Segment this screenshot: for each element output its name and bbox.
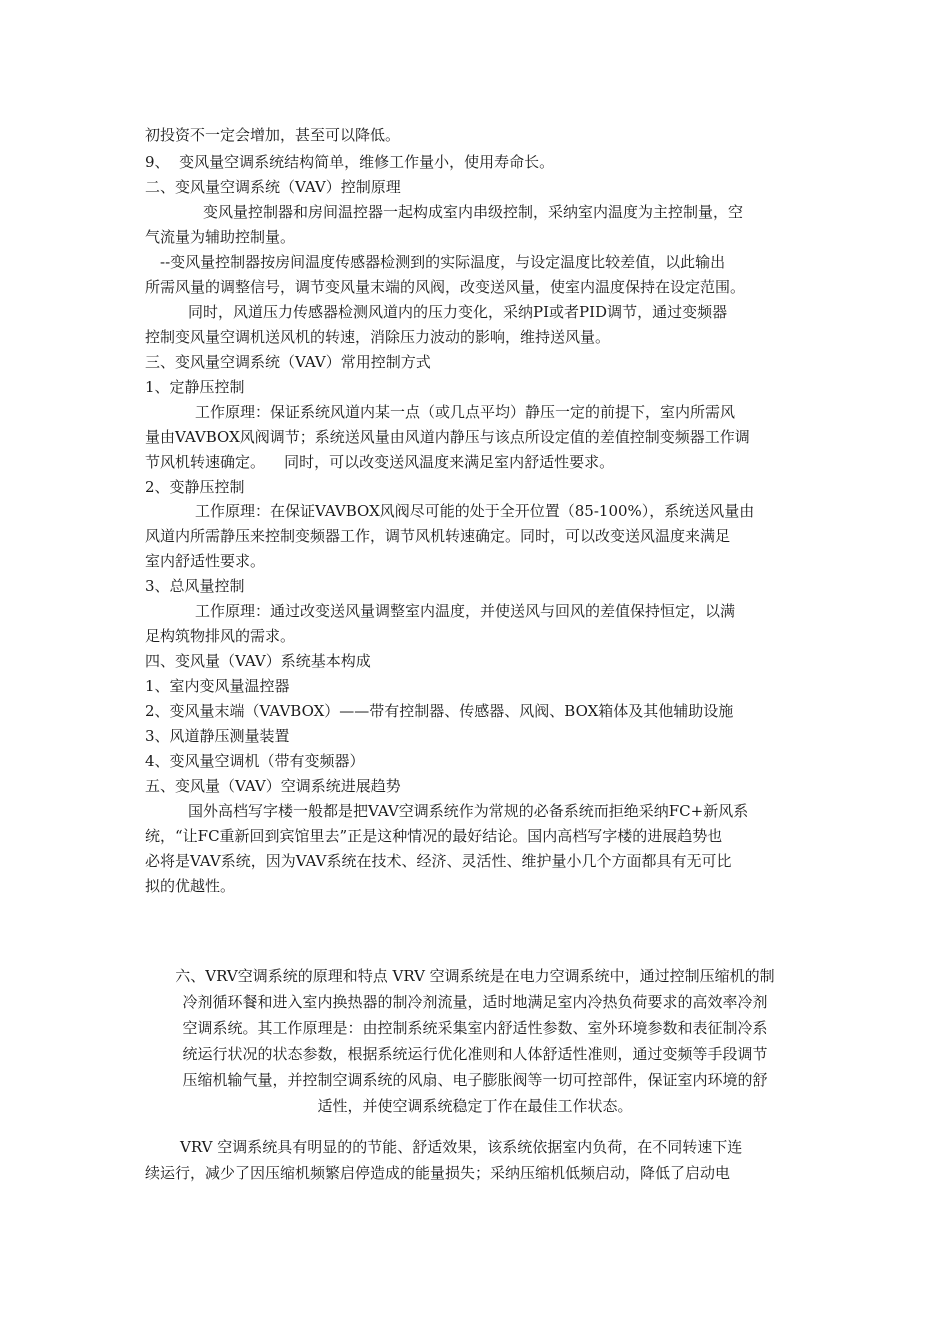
section-heading: 二、变风量空调系统（VAV）控制原理: [145, 178, 401, 196]
paragraph-line: 统，“让FC重新回到宾馆里去”正是这种情况的最好结论。国内高档写字楼的进展趋势也: [145, 827, 723, 845]
list-item: 4、变风量空调机（带有变频器）: [145, 752, 365, 770]
paragraph-line: 同时，风道压力传感器检测风道内的压力变化，采纳PI或者PID调节，通过变频器: [188, 303, 728, 321]
paragraph-line: 工作原理：在保证VAVBOX风阀尽可能的处于全开位置（85-100%），系统送风量由: [195, 502, 755, 520]
paragraph-line: 风道内所需静压来控制变频器工作，调节风机转速确定。同时，可以改变送风温度来满足: [145, 527, 731, 545]
paragraph-line: VRV 空调系统具有明显的的节能、舒适效果，该系统依据室内负荷，在不同转速下连: [180, 1138, 743, 1156]
paragraph-line: 拟的优越性。: [145, 877, 236, 895]
section-heading: 五、变风量（VAV）空调系统进展趋势: [145, 777, 401, 795]
centered-paragraph-line: 统运行状况的状态参数，根据系统运行优化准则和人体舒适性准则，通过变频等手段调节: [182, 1045, 768, 1063]
paragraph-line: 工作原理：通过改变送风量调整室内温度，并使送风与回风的差值保持恒定，以满: [195, 602, 736, 620]
subsection-heading: 1、定静压控制: [145, 378, 245, 396]
paragraph-line: --变风量控制器按房间温度传感器检测到的实际温度，与设定温度比较差值，以此输出: [160, 253, 726, 271]
paragraph-line: 工作原理：保证系统风道内某一点（或几点平均）静压一定的前提下，室内所需风: [195, 403, 736, 421]
centered-paragraph-line: 适性，并使空调系统稳定丁作在最佳工作状态。: [317, 1097, 633, 1115]
centered-paragraph-line: 压缩机输气量，并控制空调系统的风扇、电子膨胀阀等一切可控部件，保证室内环境的舒: [182, 1071, 768, 1089]
paragraph-line: 室内舒适性要求。: [145, 552, 266, 570]
centered-paragraph-line: 冷剂循环餐和进入室内换热器的制冷剂流量，适时地满足室内冷热负荷要求的高效率冷剂: [182, 993, 768, 1011]
paragraph-line: 控制变风量空调机送风机的转速，消除压力波动的影响，维持送风量。: [145, 328, 611, 346]
subsection-heading: 2、变静压控制: [145, 478, 245, 496]
list-item: 2、变风量末端（VAVBOX）——带有控制器、传感器、风阀、BOX箱体及其他辅助设施: [145, 702, 734, 720]
list-item: 9、 变风量空调系统结构简单，维修工作量小，使用寿命长。: [145, 153, 555, 171]
section-heading: 三、变风量空调系统（VAV）常用控制方式: [145, 353, 431, 371]
list-item: 1、室内变风量温控器: [145, 677, 290, 695]
paragraph-line: 续运行，减少了因压缩机频繁启停造成的能量损失；采纳压缩机低频启动，降低了启动电: [145, 1164, 731, 1182]
centered-paragraph-line: 六、VRV空调系统的原理和特点 VRV 空调系统是在电力空调系统中，通过控制压缩机的制: [175, 967, 775, 985]
paragraph-line: 气流量为辅助控制量。: [145, 228, 296, 246]
paragraph-line: 国外高档写字楼一般都是把VAV空调系统作为常规的必备系统而拒绝采纳FC+新风系: [188, 802, 749, 820]
paragraph-line: 足构筑物排风的需求。: [145, 627, 296, 645]
paragraph-line: 变风量控制器和房间温控器一起构成室内串级控制，采纳室内温度为主控制量，空: [203, 203, 744, 221]
section-heading: 四、变风量（VAV）系统基本构成: [145, 652, 371, 670]
list-item: 3、风道静压测量装置: [145, 727, 290, 745]
paragraph-line: 必将是VAV系统，因为VAV系统在技术、经济、灵活性、维护量小几个方面都具有无可比: [145, 852, 732, 870]
subsection-heading: 3、总风量控制: [145, 577, 245, 595]
paragraph-line: 量由VAVBOX风阀调节；系统送风量由风道内静压与该点所设定值的差值控制变频器工作调: [145, 428, 750, 446]
text-line: 初投资不一定会增加，甚至可以降低。: [145, 126, 401, 144]
centered-paragraph-line: 空调系统。其工作原理是：由控制系统采集室内舒适性参数、室外环境参数和表征制冷系: [182, 1019, 768, 1037]
paragraph-line: 节风机转速确定。 同时，可以改变送风温度来满足室内舒适性要求。: [145, 453, 615, 471]
paragraph-line: 所需风量的调整信号，调节变风量末端的风阀，改变送风量，使室内温度保持在设定范围。: [145, 278, 746, 296]
